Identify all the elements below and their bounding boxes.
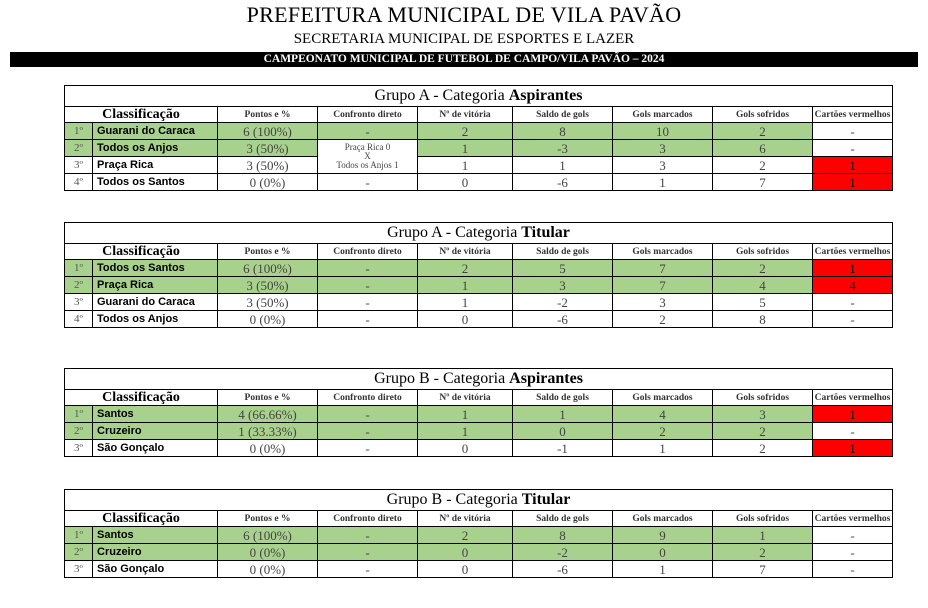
points-cell: 3 (50%) xyxy=(218,157,318,174)
position-cell: 3º xyxy=(65,294,93,311)
confronto-cell: - xyxy=(318,174,418,191)
table-row xyxy=(65,311,893,328)
goal-diff-cell: -3 xyxy=(513,140,613,157)
confronto-cell: - xyxy=(318,311,418,328)
conceded-cell: 2 xyxy=(713,440,813,457)
table-title xyxy=(65,86,893,107)
table-row xyxy=(65,561,893,578)
conceded-cell: 4 xyxy=(713,277,813,294)
team-name-cell: Santos xyxy=(93,527,218,544)
points-cell: 6 (100%) xyxy=(218,260,318,277)
column-header: Confronto direto xyxy=(318,107,418,123)
table-title xyxy=(65,490,893,511)
column-header: Nº de vitória xyxy=(418,390,513,406)
column-header: Classificação xyxy=(65,244,218,260)
scored-cell: 9 xyxy=(613,527,713,544)
column-header: Gols sofridos xyxy=(713,511,813,527)
scored-cell: 4 xyxy=(613,406,713,423)
table-grupo-a-titular xyxy=(64,222,893,328)
column-header: Cartões vermelhos xyxy=(813,390,893,406)
table-title-prefix: Grupo A - Categoria xyxy=(374,87,509,104)
column-header: Nº de vitória xyxy=(418,107,513,123)
column-header: Confronto direto xyxy=(318,511,418,527)
points-cell: 3 (50%) xyxy=(218,140,318,157)
red-cards-cell: 1 xyxy=(813,440,893,457)
table-title xyxy=(65,369,893,390)
table-row xyxy=(65,140,893,157)
confronto-cell: - xyxy=(318,561,418,578)
points-cell: 3 (50%) xyxy=(218,294,318,311)
table-row xyxy=(65,423,893,440)
team-name-cell: Santos xyxy=(93,406,218,423)
goal-diff-cell: -6 xyxy=(513,311,613,328)
position-cell: 3º xyxy=(65,157,93,174)
goal-diff-cell: 3 xyxy=(513,277,613,294)
wins-cell: 2 xyxy=(418,123,513,140)
column-header: Gols marcados xyxy=(613,107,713,123)
wins-cell: 1 xyxy=(418,157,513,174)
position-cell: 2º xyxy=(65,544,93,561)
scored-cell: 3 xyxy=(613,140,713,157)
points-cell: 0 (0%) xyxy=(218,544,318,561)
scored-cell: 3 xyxy=(613,294,713,311)
column-header: Confronto direto xyxy=(318,244,418,260)
table-row xyxy=(65,157,893,174)
conceded-cell: 1 xyxy=(713,527,813,544)
column-header: Pontos e % xyxy=(218,511,318,527)
wins-cell: 2 xyxy=(418,260,513,277)
column-header: Pontos e % xyxy=(218,244,318,260)
column-header: Gols marcados xyxy=(613,244,713,260)
red-cards-cell: 1 xyxy=(813,406,893,423)
scored-cell: 10 xyxy=(613,123,713,140)
points-cell: 0 (0%) xyxy=(218,440,318,457)
red-cards-cell: - xyxy=(813,423,893,440)
scored-cell: 3 xyxy=(613,157,713,174)
red-cards-cell: 1 xyxy=(813,260,893,277)
position-cell: 2º xyxy=(65,277,93,294)
table-row xyxy=(65,123,893,140)
table-row xyxy=(65,544,893,561)
column-header: Cartões vermelhos xyxy=(813,107,893,123)
column-header: Confronto direto xyxy=(318,390,418,406)
position-cell: 4º xyxy=(65,174,93,191)
confronto-cell: Praça Rica 0 X Todos os Anjos 1 xyxy=(318,140,418,174)
goal-diff-cell: 8 xyxy=(513,527,613,544)
table-grupo-b-titular xyxy=(64,489,893,578)
column-header: Gols sofridos xyxy=(713,244,813,260)
column-header: Gols sofridos xyxy=(713,390,813,406)
red-cards-cell: 1 xyxy=(813,174,893,191)
scored-cell: 2 xyxy=(613,423,713,440)
column-header: Gols marcados xyxy=(613,390,713,406)
conceded-cell: 7 xyxy=(713,561,813,578)
conceded-cell: 8 xyxy=(713,311,813,328)
table-row xyxy=(65,527,893,544)
team-name-cell: Todos os Santos xyxy=(93,260,218,277)
team-name-cell: Cruzeiro xyxy=(93,423,218,440)
column-header: Classificação xyxy=(65,390,218,406)
column-header: Saldo de gols xyxy=(513,390,613,406)
goal-diff-cell: 1 xyxy=(513,157,613,174)
points-cell: 0 (0%) xyxy=(218,311,318,328)
team-name-cell: Cruzeiro xyxy=(93,544,218,561)
wins-cell: 1 xyxy=(418,294,513,311)
table-title-category: Titular xyxy=(521,224,570,241)
confronto-cell: - xyxy=(318,440,418,457)
points-cell: 1 (33.33%) xyxy=(218,423,318,440)
table-row xyxy=(65,440,893,457)
table-title-category: Aspirantes xyxy=(508,87,583,104)
red-cards-cell: - xyxy=(813,123,893,140)
position-cell: 2º xyxy=(65,423,93,440)
scored-cell: 7 xyxy=(613,260,713,277)
column-header: Cartões vermelhos xyxy=(813,511,893,527)
table-row xyxy=(65,174,893,191)
red-cards-cell: - xyxy=(813,527,893,544)
position-cell: 4º xyxy=(65,311,93,328)
column-header: Pontos e % xyxy=(218,107,318,123)
column-header: Classificação xyxy=(65,511,218,527)
confronto-cell: - xyxy=(318,277,418,294)
wins-cell: 0 xyxy=(418,174,513,191)
column-header: Gols sofridos xyxy=(713,107,813,123)
goal-diff-cell: -6 xyxy=(513,561,613,578)
red-cards-cell: - xyxy=(813,140,893,157)
points-cell: 6 (100%) xyxy=(218,123,318,140)
position-cell: 1º xyxy=(65,527,93,544)
team-name-cell: Guarani do Caraca xyxy=(93,123,218,140)
team-name-cell: São Gonçalo xyxy=(93,440,218,457)
wins-cell: 0 xyxy=(418,440,513,457)
goal-diff-cell: -6 xyxy=(513,174,613,191)
team-name-cell: Praça Rica xyxy=(93,157,218,174)
confronto-cell: - xyxy=(318,544,418,561)
position-cell: 1º xyxy=(65,260,93,277)
position-cell: 1º xyxy=(65,123,93,140)
red-cards-cell: - xyxy=(813,544,893,561)
column-header: Saldo de gols xyxy=(513,244,613,260)
confronto-cell: - xyxy=(318,260,418,277)
red-cards-cell: - xyxy=(813,294,893,311)
goal-diff-cell: -1 xyxy=(513,440,613,457)
position-cell: 1º xyxy=(65,406,93,423)
team-name-cell: Todos os Anjos xyxy=(93,140,218,157)
table-title-prefix: Grupo A - Categoria xyxy=(387,224,522,241)
conceded-cell: 2 xyxy=(713,157,813,174)
team-name-cell: Guarani do Caraca xyxy=(93,294,218,311)
column-header: Saldo de gols xyxy=(513,107,613,123)
confronto-cell: - xyxy=(318,406,418,423)
scored-cell: 1 xyxy=(613,561,713,578)
wins-cell: 0 xyxy=(418,544,513,561)
confronto-cell: - xyxy=(318,123,418,140)
goal-diff-cell: 5 xyxy=(513,260,613,277)
team-name-cell: Todos os Santos xyxy=(93,174,218,191)
conceded-cell: 3 xyxy=(713,406,813,423)
position-cell: 3º xyxy=(65,561,93,578)
table-title-prefix: Grupo B - Categoria xyxy=(386,491,522,508)
wins-cell: 1 xyxy=(418,423,513,440)
scored-cell: 7 xyxy=(613,277,713,294)
column-header: Nº de vitória xyxy=(418,511,513,527)
column-header: Nº de vitória xyxy=(418,244,513,260)
campeonato-banner: CAMPEONATO MUNICIPAL DE FUTEBOL DE CAMPO/VILA PAVÃO – 2024 xyxy=(10,52,918,67)
red-cards-cell: - xyxy=(813,311,893,328)
confronto-cell: - xyxy=(318,423,418,440)
points-cell: 3 (50%) xyxy=(218,277,318,294)
points-cell: 6 (100%) xyxy=(218,527,318,544)
points-cell: 0 (0%) xyxy=(218,561,318,578)
table-row xyxy=(65,277,893,294)
red-cards-cell: 1 xyxy=(813,157,893,174)
conceded-cell: 5 xyxy=(713,294,813,311)
wins-cell: 1 xyxy=(418,140,513,157)
scored-cell: 1 xyxy=(613,174,713,191)
scored-cell: 2 xyxy=(613,311,713,328)
conceded-cell: 2 xyxy=(713,544,813,561)
conceded-cell: 2 xyxy=(713,260,813,277)
wins-cell: 2 xyxy=(418,527,513,544)
confronto-cell: - xyxy=(318,294,418,311)
column-header: Pontos e % xyxy=(218,390,318,406)
scored-cell: 1 xyxy=(613,440,713,457)
wins-cell: 1 xyxy=(418,277,513,294)
points-cell: 0 (0%) xyxy=(218,174,318,191)
points-cell: 4 (66.66%) xyxy=(218,406,318,423)
conceded-cell: 6 xyxy=(713,140,813,157)
goal-diff-cell: 8 xyxy=(513,123,613,140)
team-name-cell: Todos os Anjos xyxy=(93,311,218,328)
column-header: Saldo de gols xyxy=(513,511,613,527)
table-grupo-a-aspirantes xyxy=(64,85,893,191)
table-row xyxy=(65,260,893,277)
column-header: Gols marcados xyxy=(613,511,713,527)
position-cell: 2º xyxy=(65,140,93,157)
secretaria-subtitle: SECRETARIA MUNICIPAL DE ESPORTES E LAZER xyxy=(293,31,635,47)
column-header: Cartões vermelhos xyxy=(813,244,893,260)
conceded-cell: 2 xyxy=(713,423,813,440)
table-title-category: Aspirantes xyxy=(509,370,583,387)
table-row xyxy=(65,294,893,311)
goal-diff-cell: -2 xyxy=(513,544,613,561)
team-name-cell: São Gonçalo xyxy=(93,561,218,578)
team-name-cell: Praça Rica xyxy=(93,277,218,294)
table-title-category: Titular xyxy=(521,491,571,508)
table-title-prefix: Grupo B - Categoria xyxy=(374,370,510,387)
goal-diff-cell: 1 xyxy=(513,406,613,423)
goal-diff-cell: -2 xyxy=(513,294,613,311)
wins-cell: 0 xyxy=(418,311,513,328)
table-row xyxy=(65,406,893,423)
confronto-cell: - xyxy=(318,527,418,544)
column-header: Classificação xyxy=(65,107,218,123)
conceded-cell: 2 xyxy=(713,123,813,140)
position-cell: 3º xyxy=(65,440,93,457)
table-grupo-b-aspirantes xyxy=(64,368,893,457)
wins-cell: 0 xyxy=(418,561,513,578)
goal-diff-cell: 0 xyxy=(513,423,613,440)
conceded-cell: 7 xyxy=(713,174,813,191)
table-title xyxy=(65,223,893,244)
wins-cell: 1 xyxy=(418,406,513,423)
red-cards-cell: - xyxy=(813,561,893,578)
red-cards-cell: 4 xyxy=(813,277,893,294)
scored-cell: 0 xyxy=(613,544,713,561)
prefeitura-title: PREFEITURA MUNICIPAL DE VILA PAVÃO xyxy=(246,2,682,27)
